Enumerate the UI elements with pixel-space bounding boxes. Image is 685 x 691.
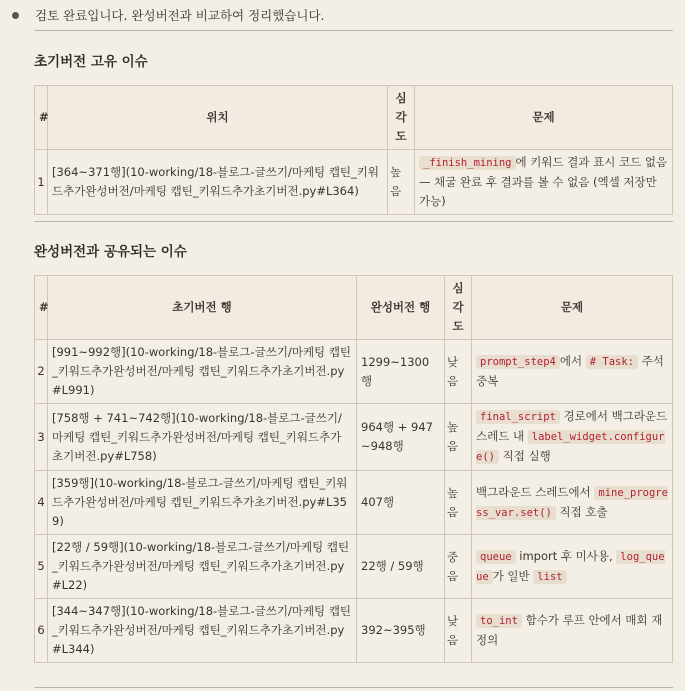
section1-table bbox=[34, 85, 673, 215]
problem-cell bbox=[472, 599, 673, 663]
header-problem: 문제 bbox=[472, 276, 673, 340]
table-row bbox=[35, 471, 673, 535]
code-snippet: log_queue bbox=[476, 550, 665, 583]
complete-line-cell: 22행 / 59행 bbox=[357, 535, 445, 599]
bullet-icon bbox=[12, 12, 19, 19]
severity-cell: 높음 bbox=[445, 404, 472, 471]
problem-cell bbox=[472, 535, 673, 599]
location-cell: [758행 + 741~742행](10-working/18-블로그-글쓰기/마케팅 캡틴_키워드추가완성버전/마케팅 캡틴_키워드추가초기버전.py#L758) bbox=[48, 404, 357, 471]
header-num: # bbox=[35, 276, 48, 340]
severity-cell: 낮음 bbox=[445, 340, 472, 404]
header-severity: 심각도 bbox=[445, 276, 472, 340]
problem-text: 에 키워드 결과 표시 코드 없음 — 채굴 완료 후 결과를 볼 수 없음 (엑셀 저장만 가능) bbox=[419, 155, 668, 208]
problem-cell bbox=[472, 340, 673, 404]
severity-cell: 높음 bbox=[388, 150, 415, 215]
section1-title: 초기버전 고유 이슈 bbox=[34, 54, 148, 70]
location-cell: [359행](10-working/18-블로그-글쓰기/마케팅 캡틴_키워드추가완성버전/마케팅 캡틴_키워드추가초기버전.py#L359) bbox=[48, 471, 357, 535]
code-snippet: _finish_mining bbox=[419, 156, 516, 170]
code-snippet: mine_progress_var.set() bbox=[476, 486, 668, 519]
severity-cell: 낮음 bbox=[445, 599, 472, 663]
table-header-row bbox=[35, 86, 673, 150]
problem-text: 에서 bbox=[559, 354, 586, 368]
table-row bbox=[35, 599, 673, 663]
code-snippet: queue bbox=[476, 550, 516, 564]
complete-line-cell: 964행 + 947~948행 bbox=[357, 404, 445, 471]
severity-cell: 중음 bbox=[445, 535, 472, 599]
divider bbox=[34, 221, 673, 222]
problem-text: 가 일반 bbox=[492, 568, 534, 583]
row-number: 2 bbox=[35, 340, 48, 404]
problem-text: 백그라운드 스레드에서 bbox=[476, 484, 595, 499]
row-number: 3 bbox=[35, 404, 48, 471]
problem-text: 직접 호출 bbox=[555, 504, 608, 519]
header-location: 위치 bbox=[48, 86, 388, 150]
complete-line-cell: 407행 bbox=[357, 471, 445, 535]
divider bbox=[34, 687, 673, 688]
problem-text: 함수가 루프 안에서 매회 재정의 bbox=[476, 613, 663, 647]
code-snippet: list bbox=[533, 570, 566, 584]
problem-text: 주석 중복 bbox=[476, 354, 664, 388]
header-complete-line: 완성버전 행 bbox=[357, 276, 445, 340]
problem-cell bbox=[472, 404, 673, 471]
header-initial-line: 초기버전 행 bbox=[48, 276, 357, 340]
code-snippet: to_int bbox=[476, 614, 522, 628]
code-snippet: final_script bbox=[476, 410, 560, 424]
table-header-row bbox=[35, 276, 673, 340]
header-severity: 심각도 bbox=[388, 86, 415, 150]
problem-cell bbox=[415, 150, 673, 215]
row-number: 6 bbox=[35, 599, 48, 663]
divider bbox=[34, 30, 673, 31]
header-num: # bbox=[35, 86, 48, 150]
intro-text: 검토 완료입니다. 완성버전과 비교하여 정리했습니다. bbox=[35, 8, 325, 23]
problem-text: 직접 실행 bbox=[498, 449, 551, 463]
row-number: 4 bbox=[35, 471, 48, 535]
code-snippet: prompt_step4 bbox=[476, 355, 560, 369]
table-row bbox=[35, 404, 673, 471]
problem-text: import 후 미사용, bbox=[515, 548, 617, 563]
table-row bbox=[35, 340, 673, 404]
section2-table bbox=[34, 275, 673, 663]
table-row bbox=[35, 535, 673, 599]
code-snippet: # Task: bbox=[586, 355, 638, 369]
severity-cell: 높음 bbox=[445, 471, 472, 535]
complete-line-cell: 1299~1300행 bbox=[357, 340, 445, 404]
row-number: 1 bbox=[35, 150, 48, 215]
section2-title: 완성버전과 공유되는 이슈 bbox=[34, 244, 187, 260]
location-cell: [364~371행](10-working/18-블로그-글쓰기/마케팅 캡틴_키워드추가완성버전/마케팅 캡틴_키워드추가초기버전.py#L364) bbox=[48, 150, 388, 215]
table-row bbox=[35, 150, 673, 215]
intro-line bbox=[12, 6, 325, 24]
header-problem: 문제 bbox=[415, 86, 673, 150]
code-snippet: label_widget.configure() bbox=[476, 431, 665, 463]
location-cell: [22행 / 59행](10-working/18-블로그-글쓰기/마케팅 캡틴_키워드추가완성버전/마케팅 캡틴_키워드추가초기버전.py#L22) bbox=[48, 535, 357, 599]
row-number: 5 bbox=[35, 535, 48, 599]
problem-cell bbox=[472, 471, 673, 535]
problem-text: 경로에서 백그라운드 스레드 내 bbox=[476, 409, 668, 443]
location-cell: [991~992행](10-working/18-블로그-글쓰기/마케팅 캡틴_키워드추가완성버전/마케팅 캡틴_키워드추가초기버전.py#L991) bbox=[48, 340, 357, 404]
complete-line-cell: 392~395행 bbox=[357, 599, 445, 663]
location-cell: [344~347행](10-working/18-블로그-글쓰기/마케팅 캡틴_키워드추가완성버전/마케팅 캡틴_키워드추가초기버전.py#L344) bbox=[48, 599, 357, 663]
